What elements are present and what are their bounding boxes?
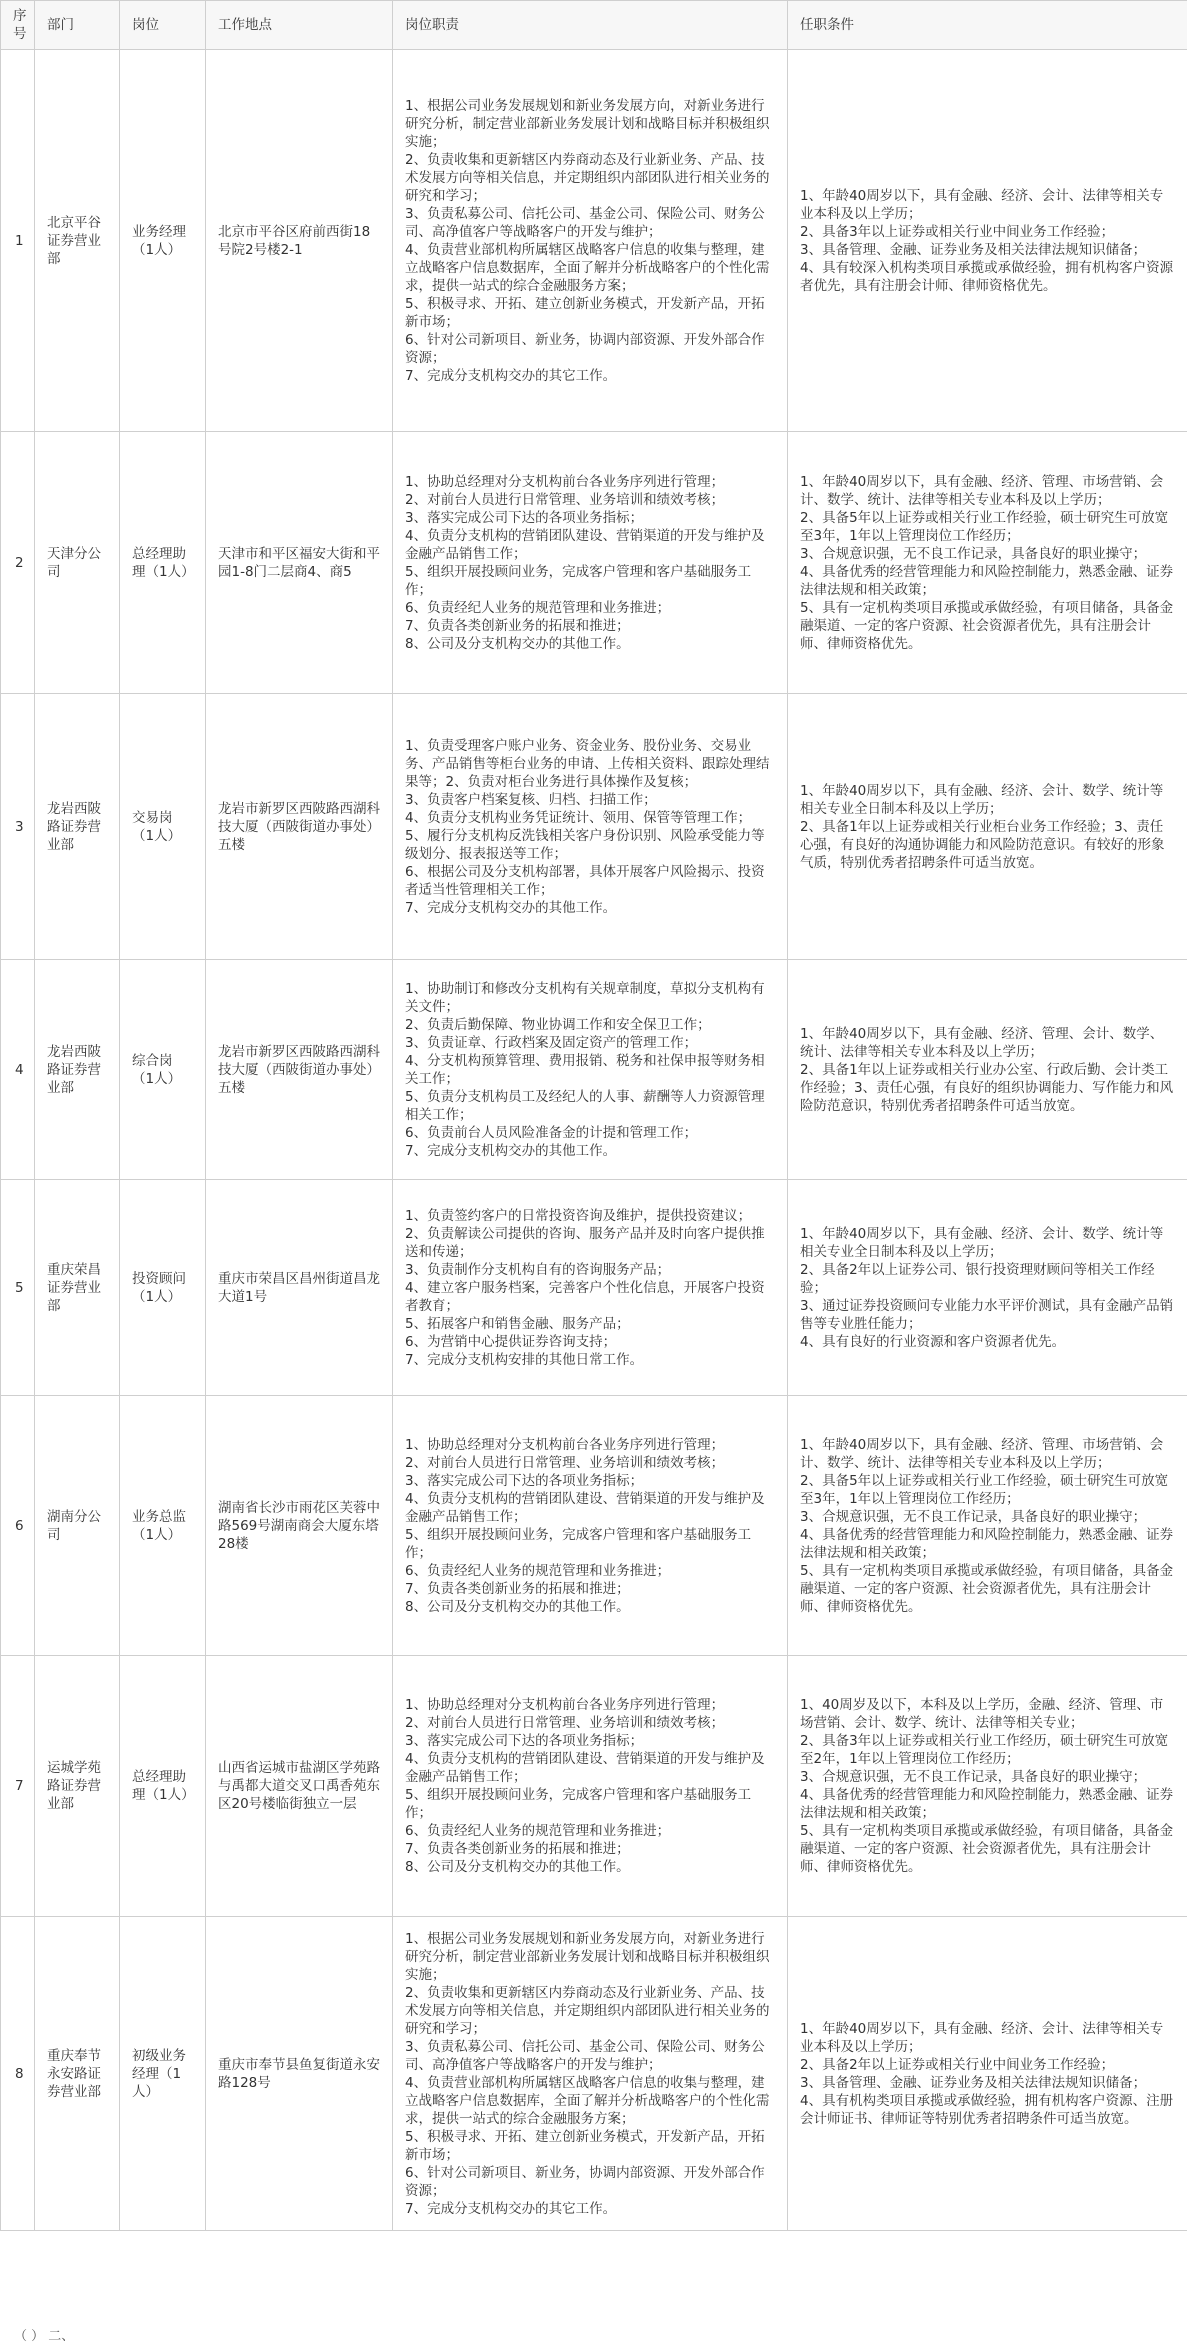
duty-line: 4、负责分支机构的营销团队建设、营销渠道的开发与维护及金融产品销售工作； bbox=[405, 1490, 765, 1525]
duty-line: 5、履行分支机构反洗钱相关客户身份识别、风险承受能力等级划分、报表报送等工作； bbox=[405, 827, 765, 862]
header-duties: 岗位职责 bbox=[393, 1, 788, 50]
requirement-line: 5、具有一定机构类项目承揽或承做经验，有项目储备，具备金融渠道、一定的客户资源、社会资源者优先，具有注册会计师、律师资格优先。 bbox=[800, 1823, 1174, 1875]
duty-line: 3、负责私募公司、信托公司、基金公司、保险公司、财务公司、高净值客户等战略客户的开发与维护； bbox=[405, 2038, 765, 2073]
cell-location: 北京市平谷区府前西街18号院2号楼2-1 bbox=[206, 50, 393, 432]
duty-line: 4、负责分支机构的营销团队建设、营销渠道的开发与维护及金融产品销售工作； bbox=[405, 527, 765, 562]
requirement-line: 4、具备优秀的经营管理能力和风险控制能力，熟悉金融、证券法律法规和相关政策； bbox=[800, 1526, 1174, 1561]
cell-no: 2 bbox=[1, 432, 35, 694]
duty-line: 4、负责营业部机构所属辖区战略客户信息的收集与整理，建立战略客户信息数据库，全面了解并分析战略客户的个性化需求，提供一站式的综合金融服务方案； bbox=[405, 2074, 770, 2127]
requirement-line: 3、通过证券投资顾问专业能力水平评价测试，具有金融产品销售等专业胜任能力； bbox=[800, 1297, 1174, 1332]
requirement-line: 5、具有一定机构类项目承揽或承做经验，有项目储备，具备金融渠道、一定的客户资源、社会资源者优先，具有注册会计师、律师资格优先。 bbox=[800, 599, 1174, 652]
requirement-line: 2、具备5年以上证券或相关行业工作经验，硕士研究生可放宽至3年，1年以上管理岗位工作经历； bbox=[800, 1472, 1169, 1507]
requirement-line: 4、具有良好的行业资源和客户资源者优先。 bbox=[800, 1333, 1066, 1350]
duty-line: 1、协助总经理对分支机构前台各业务序列进行管理； bbox=[405, 1436, 725, 1453]
table-row bbox=[1, 694, 1187, 960]
duty-line: 6、负责经纪人业务的规范管理和业务推进； bbox=[405, 599, 671, 616]
cell-location: 龙岩市新罗区西陂路西湖科技大厦（西陂街道办事处）五楼 bbox=[206, 960, 393, 1180]
cell-duties bbox=[393, 960, 788, 1180]
duty-line: 3、负责客户档案复核、归档、扫描工作； bbox=[405, 791, 657, 808]
requirement-line: 2、具备1年以上证券或相关行业柜台业务工作经验；3、责任心强，有良好的沟通协调能力和风险防范意识。有较好的形象气质，特别优秀者招聘条件可适当放宽。 bbox=[800, 818, 1165, 871]
requirement-line: 1、年龄40周岁以下，具有金融、经济、会计、数学、统计等相关专业全日制本科及以上学历； bbox=[800, 782, 1164, 817]
cell-position: 综合岗（1人） bbox=[120, 960, 206, 1180]
duty-line: 7、完成分支机构交办的其他工作。 bbox=[405, 1142, 617, 1159]
cell-position: 总经理助理（1人） bbox=[120, 1656, 206, 1917]
cell-no: 5 bbox=[1, 1180, 35, 1396]
duty-line: 7、负责各类创新业务的拓展和推进； bbox=[405, 617, 630, 634]
requirement-line: 5、具有一定机构类项目承揽或承做经验，有项目储备，具备金融渠道、一定的客户资源、社会资源者优先，具有注册会计师、律师资格优先。 bbox=[800, 1562, 1174, 1615]
requirement-line: 2、具备5年以上证券或相关行业工作经验，硕士研究生可放宽至3年，1年以上管理岗位工作经历； bbox=[800, 509, 1169, 544]
requirement-line: 3、具备管理、金融、证券业务及相关法律法规知识储备； bbox=[800, 2074, 1147, 2091]
duty-line: 6、根据公司及分支机构部署，具体开展客户风险揭示、投资者适当性管理相关工作； bbox=[405, 863, 765, 898]
cell-no: 7 bbox=[1, 1656, 35, 1917]
cell-requirements bbox=[788, 1656, 1187, 1917]
duty-line: 6、负责经纪人业务的规范管理和业务推进； bbox=[405, 1823, 671, 1839]
requirement-line: 4、具有机构类项目承揽或承做经验，拥有机构客户资源、注册会计师证书、律师证等特别优秀者招聘条件可适当放宽。 bbox=[800, 2092, 1174, 2127]
requirement-line: 1、年龄40周岁以下，具有金融、经济、会计、法律等相关专业本科及以上学历； bbox=[800, 187, 1164, 222]
requirement-line: 1、年龄40周岁以下，具有金融、经济、管理、会计、数学、统计、法律等相关专业本科及以上学历； bbox=[800, 1025, 1164, 1060]
duty-line: 6、针对公司新项目、新业务，协调内部资源、开发外部合作资源； bbox=[405, 2164, 765, 2199]
table-row bbox=[1, 1180, 1187, 1396]
requirement-line: 3、合规意识强，无不良工作记录，具备良好的职业操守； bbox=[800, 545, 1147, 562]
duty-line: 3、负责制作分支机构自有的咨询服务产品； bbox=[405, 1261, 671, 1278]
cell-requirements bbox=[788, 432, 1187, 694]
table-row bbox=[1, 960, 1187, 1180]
duty-line: 1、负责签约客户的日常投资咨询及维护，提供投资建议； bbox=[405, 1207, 752, 1224]
requirement-line: 4、具有较深入机构类项目承揽或承做经验，拥有机构客户资源者优先，具有注册会计师、律师资格优先。 bbox=[800, 259, 1174, 294]
duty-line: 6、负责经纪人业务的规范管理和业务推进； bbox=[405, 1562, 671, 1579]
cell-duties bbox=[393, 1396, 788, 1656]
duty-line: 5、负责分支机构员工及经纪人的人事、薪酬等人力资源管理相关工作； bbox=[405, 1088, 765, 1123]
cell-no: 3 bbox=[1, 694, 35, 960]
requirement-line: 3、合规意识强，无不良工作记录，具备良好的职业操守； bbox=[800, 1508, 1147, 1525]
duty-line: 4、负责分支机构业务凭证统计、领用、保管等管理工作； bbox=[405, 809, 752, 826]
requirement-line: 2、具备1年以上证券或相关行业办公室、行政后勤、会计类工作经验；3、责任心强，有良好的组织协调能力、写作能力和风险防范意识，特别优秀者招聘条件可适当放宽。 bbox=[800, 1061, 1174, 1114]
duty-line: 2、负责解读公司提供的咨询、服务产品并及时向客户提供推送和传递； bbox=[405, 1225, 765, 1260]
duty-line: 8、公司及分支机构交办的其他工作。 bbox=[405, 635, 630, 652]
duty-line: 1、负责受理客户账户业务、资金业务、股份业务、交易业务、产品销售等柜台业务的申请、上传相关资料、跟踪处理结果等；2、负责对柜台业务进行具体操作及复核； bbox=[405, 737, 770, 790]
duty-line: 1、根据公司业务发展规划和新业务发展方向，对新业务进行研究分析，制定营业部新业务发展计划和战略目标并积极组织实施； bbox=[405, 97, 770, 150]
requirement-line: 2、具备2年以上证券公司、银行投资理财顾问等相关工作经验； bbox=[800, 1261, 1155, 1296]
cell-position: 投资顾问（1人） bbox=[120, 1180, 206, 1396]
duty-line: 2、对前台人员进行日常管理、业务培训和绩效考核； bbox=[405, 1715, 725, 1731]
duty-line: 6、针对公司新项目、新业务，协调内部资源、开发外部合作资源； bbox=[405, 331, 765, 366]
cell-dept: 龙岩西陂路证券营业部 bbox=[35, 960, 120, 1180]
duty-line: 6、负责前台人员风险准备金的计提和管理工作； bbox=[405, 1124, 698, 1141]
duty-line: 4、分支机构预算管理、费用报销、税务和社保申报等财务相关工作； bbox=[405, 1052, 765, 1087]
duty-line: 3、负责私募公司、信托公司、基金公司、保险公司、财务公司、高净值客户等战略客户的开发与维护； bbox=[405, 205, 765, 240]
table-header-row bbox=[1, 1, 1187, 50]
table-row bbox=[1, 1656, 1187, 1917]
duty-line: 3、落实完成公司下达的各项业务指标； bbox=[405, 1472, 644, 1489]
requirement-line: 2、具备2年以上证券或相关行业中间业务工作经验； bbox=[800, 2056, 1115, 2073]
duty-line: 2、对前台人员进行日常管理、业务培训和绩效考核； bbox=[405, 1454, 725, 1471]
duty-line: 3、落实完成公司下达的各项业务指标； bbox=[405, 1733, 644, 1749]
footer-text: （ ） 二、 bbox=[14, 2329, 75, 2344]
cell-position: 总经理助理（1人） bbox=[120, 432, 206, 694]
cell-duties bbox=[393, 1656, 788, 1917]
cell-duties bbox=[393, 694, 788, 960]
cell-location: 天津市和平区福安大街和平园1-8门二层商4、商5 bbox=[206, 432, 393, 694]
cell-dept: 北京平谷证券营业部 bbox=[35, 50, 120, 432]
duty-line: 2、负责收集和更新辖区内券商动态及行业新业务、产品、技术发展方向等相关信息，并定期组织内部团队进行相关业务的研究和学习； bbox=[405, 151, 770, 204]
duty-line: 4、负责营业部机构所属辖区战略客户信息的收集与整理，建立战略客户信息数据库，全面了解并分析战略客户的个性化需求，提供一站式的综合金融服务方案； bbox=[405, 241, 770, 294]
duty-line: 1、协助制订和修改分支机构有关规章制度，草拟分支机构有关文件； bbox=[405, 980, 765, 1015]
cell-position: 业务总监（1人） bbox=[120, 1396, 206, 1656]
duty-line: 8、公司及分支机构交办的其他工作。 bbox=[405, 1859, 630, 1875]
requirement-line: 3、具备管理、金融、证券业务及相关法律法规知识储备； bbox=[800, 241, 1147, 258]
cell-location: 湖南省长沙市雨花区芙蓉中路569号湖南商会大厦东塔28楼 bbox=[206, 1396, 393, 1656]
header-dept: 部门 bbox=[35, 1, 120, 50]
table-row bbox=[1, 1917, 1187, 2231]
requirement-line: 1、年龄40周岁以下，具有金融、经济、会计、数学、统计等相关专业全日制本科及以上学历； bbox=[800, 1225, 1164, 1260]
cell-no: 4 bbox=[1, 960, 35, 1180]
duty-line: 4、建立客户服务档案，完善客户个性化信息，开展客户投资者教育； bbox=[405, 1279, 765, 1314]
cell-dept: 湖南分公司 bbox=[35, 1396, 120, 1656]
cell-requirements bbox=[788, 1396, 1187, 1656]
duty-line: 7、完成分支机构交办的其他工作。 bbox=[405, 899, 617, 916]
cell-duties bbox=[393, 1917, 788, 2231]
cell-no: 8 bbox=[1, 1917, 35, 2231]
duty-line: 2、负责后勤保障、物业协调工作和安全保卫工作； bbox=[405, 1016, 711, 1033]
requirement-line: 2、具备3年以上证券或相关行业工作经历，硕士研究生可放宽至2年，1年以上管理岗位工作经历； bbox=[800, 1733, 1169, 1767]
cell-dept: 龙岩西陂路证券营业部 bbox=[35, 694, 120, 960]
duty-line: 5、积极寻求、开拓、建立创新业务模式，开发新产品，开拓新市场； bbox=[405, 295, 765, 330]
duty-line: 5、拓展客户和销售金融、服务产品； bbox=[405, 1315, 630, 1332]
table-row bbox=[1, 50, 1187, 432]
cell-requirements bbox=[788, 50, 1187, 432]
cell-position: 业务经理（1人） bbox=[120, 50, 206, 432]
duty-line: 2、负责收集和更新辖区内券商动态及行业新业务、产品、技术发展方向等相关信息，并定期组织内部团队进行相关业务的研究和学习； bbox=[405, 1984, 770, 2037]
cell-dept: 重庆奉节永安路证券营业部 bbox=[35, 1917, 120, 2231]
cell-no: 1 bbox=[1, 50, 35, 432]
requirement-line: 4、具备优秀的经营管理能力和风险控制能力，熟悉金融、证券法律法规和相关政策； bbox=[800, 1787, 1174, 1821]
cell-location: 龙岩市新罗区西陂路西湖科技大厦（西陂街道办事处）五楼 bbox=[206, 694, 393, 960]
cell-duties bbox=[393, 50, 788, 432]
requirement-line: 1、年龄40周岁以下，具有金融、经济、管理、市场营销、会计、数学、统计、法律等相关专业本科及以上学历； bbox=[800, 473, 1164, 508]
duty-line: 6、为营销中心提供证券咨询支持； bbox=[405, 1333, 617, 1350]
cell-duties bbox=[393, 1180, 788, 1396]
duty-line: 1、根据公司业务发展规划和新业务发展方向，对新业务进行研究分析，制定营业部新业务发展计划和战略目标并积极组织实施； bbox=[405, 1930, 770, 1983]
requirement-line: 1、年龄40周岁以下，具有金融、经济、会计、法律等相关专业本科及以上学历； bbox=[800, 2020, 1164, 2055]
table-body bbox=[1, 50, 1187, 2231]
cell-duties bbox=[393, 432, 788, 694]
requirement-line: 1、年龄40周岁以下，具有金融、经济、管理、市场营销、会计、数学、统计、法律等相关专业本科及以上学历； bbox=[800, 1436, 1164, 1471]
cell-dept: 重庆荣昌证券营业部 bbox=[35, 1180, 120, 1396]
duty-line: 4、负责分支机构的营销团队建设、营销渠道的开发与维护及金融产品销售工作； bbox=[405, 1751, 765, 1785]
cell-no: 6 bbox=[1, 1396, 35, 1656]
cell-requirements bbox=[788, 960, 1187, 1180]
duty-line: 3、落实完成公司下达的各项业务指标； bbox=[405, 509, 644, 526]
duty-line: 7、完成分支机构交办的其它工作。 bbox=[405, 367, 617, 384]
cell-position: 交易岗（1人） bbox=[120, 694, 206, 960]
requirement-line: 2、具备3年以上证券或相关行业中间业务工作经验； bbox=[800, 223, 1115, 240]
cell-requirements bbox=[788, 694, 1187, 960]
duty-line: 5、组织开展投顾问业务，完成客户管理和客户基础服务工作； bbox=[405, 1787, 752, 1821]
table-row bbox=[1, 432, 1187, 694]
cell-location: 重庆市荣昌区昌州街道昌龙大道1号 bbox=[206, 1180, 393, 1396]
duty-line: 5、组织开展投顾问业务，完成客户管理和客户基础服务工作； bbox=[405, 563, 752, 598]
duty-line: 1、协助总经理对分支机构前台各业务序列进行管理； bbox=[405, 473, 725, 490]
cell-requirements bbox=[788, 1917, 1187, 2231]
cell-dept: 运城学苑路证券营业部 bbox=[35, 1656, 120, 1917]
cell-location: 重庆市奉节县鱼复街道永安路128号 bbox=[206, 1917, 393, 2231]
duty-line: 2、对前台人员进行日常管理、业务培训和绩效考核； bbox=[405, 491, 725, 508]
requirement-line: 3、合规意识强，无不良工作记录，具备良好的职业操守； bbox=[800, 1769, 1147, 1785]
duty-line: 5、组织开展投顾问业务，完成客户管理和客户基础服务工作； bbox=[405, 1526, 752, 1561]
duty-line: 8、公司及分支机构交办的其他工作。 bbox=[405, 1598, 630, 1615]
cell-position: 初级业务经理（1人） bbox=[120, 1917, 206, 2231]
duty-line: 7、完成分支机构安排的其他日常工作。 bbox=[405, 1351, 644, 1368]
cell-dept: 天津分公司 bbox=[35, 432, 120, 694]
header-position: 岗位 bbox=[120, 1, 206, 50]
cell-requirements bbox=[788, 1180, 1187, 1396]
duty-line: 3、负责证章、行政档案及固定资产的管理工作； bbox=[405, 1034, 698, 1051]
requirement-line: 4、具备优秀的经营管理能力和风险控制能力，熟悉金融、证券法律法规和相关政策； bbox=[800, 563, 1174, 598]
requirement-line: 1、40周岁及以下，本科及以上学历，金融、经济、管理、市场营销、会计、数学、统计、法律等相关专业； bbox=[800, 1697, 1164, 1731]
duty-line: 5、积极寻求、开拓、建立创新业务模式，开发新产品，开拓新市场； bbox=[405, 2128, 765, 2163]
duty-line: 7、负责各类创新业务的拓展和推进； bbox=[405, 1580, 630, 1597]
header-requirements: 任职条件 bbox=[788, 1, 1187, 50]
duty-line: 1、协助总经理对分支机构前台各业务序列进行管理； bbox=[405, 1697, 725, 1713]
cell-location: 山西省运城市盐湖区学苑路与禹都大道交叉口禹香苑东区20号楼临街独立一层 bbox=[206, 1656, 393, 1917]
table-row bbox=[1, 1396, 1187, 1656]
duty-line: 7、完成分支机构交办的其它工作。 bbox=[405, 2200, 617, 2217]
duty-line: 7、负责各类创新业务的拓展和推进； bbox=[405, 1841, 630, 1857]
header-no: 序号 bbox=[1, 1, 35, 50]
header-location: 工作地点 bbox=[206, 1, 393, 50]
